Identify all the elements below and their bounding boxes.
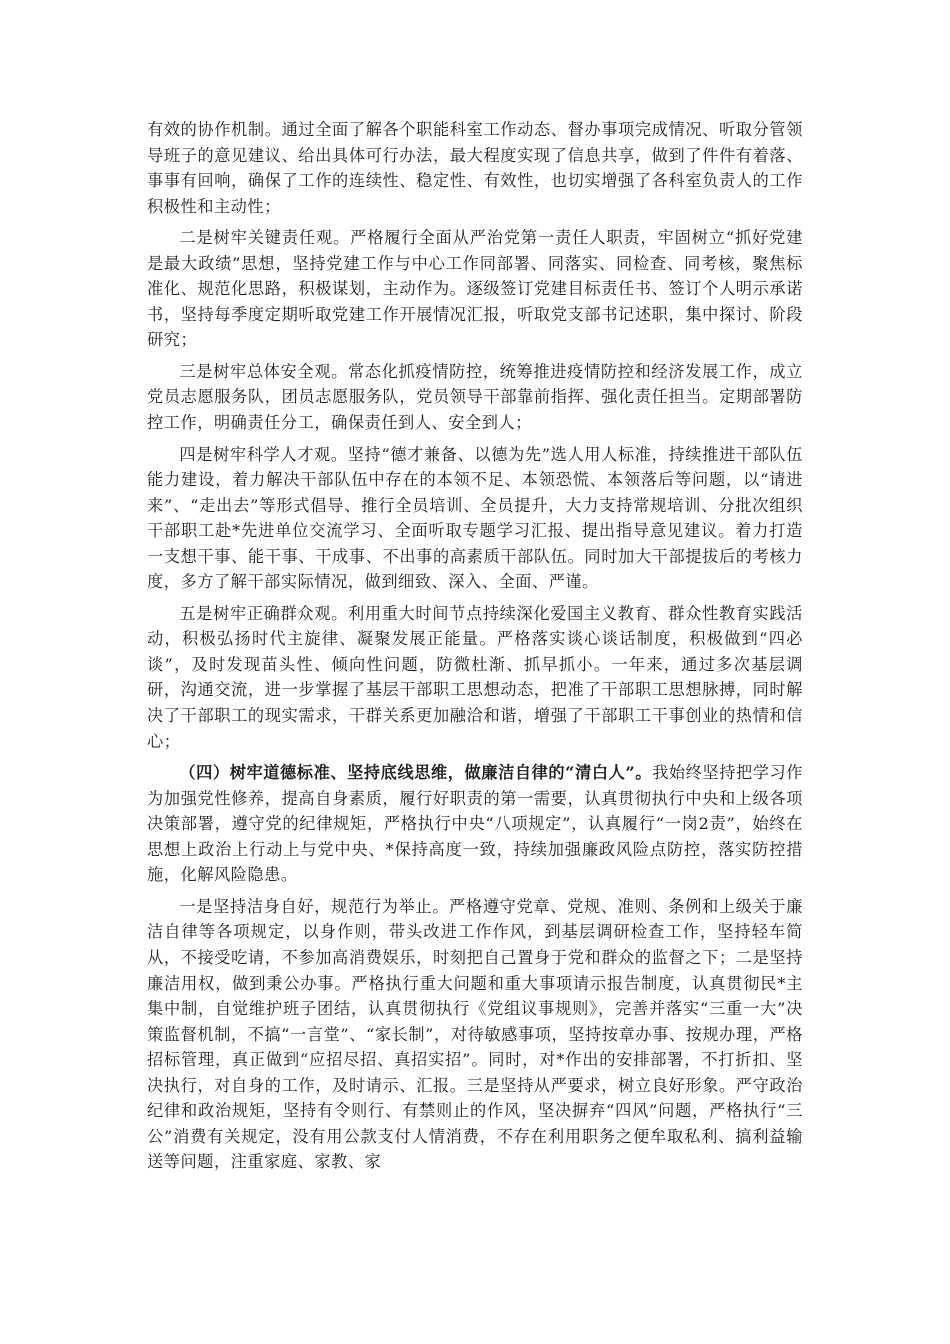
paragraph-section-four <box>147 760 803 888</box>
paragraph-security <box>147 359 803 436</box>
paragraph-text: 三是树牢总体安全观。常态化抓疫情防控，统筹推进疫情防控和经济发展工作，成立党员志愿服务队，团员志愿服务队，党员领导干部靠前指挥、强化责任担当。定期部署防控工作，明确责任分工，确保责任到人、安全到人； <box>147 361 803 433</box>
section-heading: （四）树牢道德标准、坚持底线思维，做廉洁自律的“清白人”。 <box>179 763 653 783</box>
paragraph-text: 五是树牢正确群众观。利用重大时间节点持续深化爱国主义教育、群众性教育实践活动，积极弘扬时代主旋律、凝聚发展正能量。严格落实谈心谈话制度，积极做到“四必谈”，及时发现苗头性、倾向性问题，防微杜渐、抓早抓小。一年来，通过多次基层调研，沟通交流，进一步掌握了基层干部职工思想动态，把准了干部职工思想脉搏，同时解决了干部职工的现实需求，干群关系更加融洽和谐，增强了干部职工干事创业的热情和信心； <box>147 603 803 751</box>
paragraph-collaboration <box>147 117 803 219</box>
paragraph-talent <box>147 442 803 595</box>
paragraph-masses <box>147 601 803 754</box>
paragraph-responsibility <box>147 225 803 353</box>
paragraph-text: 一是坚持洁身自好，规范行为举止。严格遵守党章、党规、准则、条例和上级关于廉洁自律等各项规定，以身作则，带头改进工作作风，到基层调研检查工作，坚持轻车简从，不接受吃请，不参加高消费娱乐，时刻把自己置身于党和群众的监督之下；二是坚持廉洁用权，做到秉公办事。严格执行重大问题和重大事项请示报告制度，认真贯彻民*主集中制，自觉维护班子团结，认真贯彻执行《党组议事规则》，完善并落实“三重一大”决策监督机制，不搞“一言堂”、“家长制”，对待敏感事项，坚持按章办事、按规办理，严格招标管理，真正做到“应招尽招、真招实招”。同时，对*作出的安排部署，不打折扣、坚决执行，对自身的工作，及时请示、汇报。三是坚持从严要求，树立良好形象。严守政治纪律和政治规矩，坚持有令则行、有禁则止的作风，坚决摒弃“四风”问题，严格执行“三公”消费有关规定，没有用公款支付人情消费，不存在利用职务之便牟取私利、搞利益输送等问题，注重家庭、家教、家 <box>147 896 803 1172</box>
paragraph-integrity <box>147 894 803 1175</box>
paragraph-text: 二是树牢关键责任观。严格履行全面从严治党第一责任人职责，牢固树立“抓好党建是最大政绩”思想，坚持党建工作与中心工作同部署、同落实、同检查、同考核，聚焦标准化、规范化思路，积极谋划，主动作为。逐级签订党建目标责任书、签订个人明示承诺书，坚持每季度定期听取党建工作开展情况汇报，听取党支部书记述职，集中探讨、阶段研究； <box>147 228 803 350</box>
paragraph-text: 有效的协作机制。通过全面了解各个职能科室工作动态、督办事项完成情况、听取分管领导班子的意见建议、给出具体可行办法，最大程度实现了信息共享，做到了件件有着落、事事有回响，确保了工作的连续性、稳定性、有效性，也切实增强了各科室负责人的工作积极性和主动性； <box>147 120 803 216</box>
paragraph-text: 我始终坚持把学习作为加强党性修养，提高自身素质，履行好职责的第一需要，认真贯彻执行中央和上级各项决策部署，遵守党的纪律规矩，严格执行中央“八项规定”，认真履行“一岗2责”，始终在思想上政治上行动上与党中央、*保持高度一致，持续加强廉政风险点防控，落实防控措施，化解风险隐患。 <box>147 763 804 885</box>
document-body <box>147 117 803 1181</box>
paragraph-text: 四是树牢科学人才观。坚持“德才兼备、以德为先”选人用人标准，持续推进干部队伍能力建设，着力解决干部队伍中存在的本领不足、本领恐慌、本领落后等问题，以“请进来”、“走出去”等形式倡导、推行全员培训、全员提升，大力支持常规培训、分批次组织干部职工赴*先进单位交流学习、全面听取专题学习汇报、提出指导意见建议。着力打造一支想干事、能干事、干成事、不出事的高素质干部队伍。同时加大干部提拔后的考核力度，多方了解干部实际情况，做到细致、深入、全面、严谨。 <box>147 444 803 592</box>
